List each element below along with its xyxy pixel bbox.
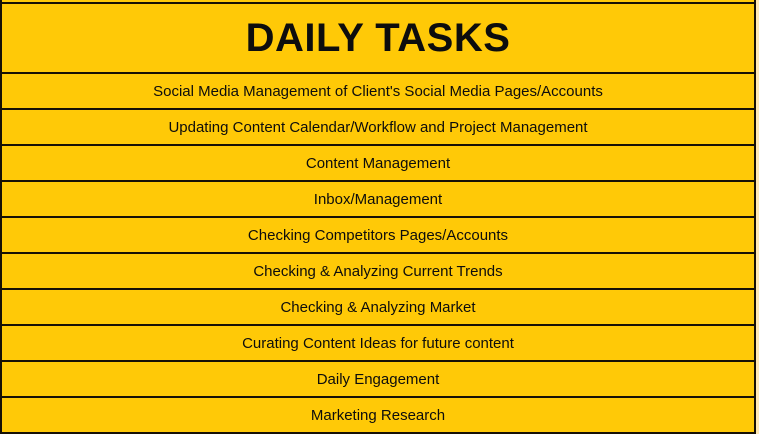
- table-row[interactable]: [2, 326, 754, 362]
- table-row[interactable]: [2, 182, 754, 218]
- task-label: Checking Competitors Pages/Accounts: [247, 226, 509, 244]
- table-row[interactable]: [2, 146, 754, 182]
- table-title: [2, 2, 754, 74]
- table-row[interactable]: [2, 110, 754, 146]
- task-rows: [2, 74, 754, 434]
- task-label: Inbox/Management: [313, 190, 443, 208]
- table-row[interactable]: [2, 362, 754, 398]
- table-row[interactable]: [2, 398, 754, 434]
- table-row[interactable]: [2, 74, 754, 110]
- task-label: Updating Content Calendar/Workflow and Project Management: [168, 118, 588, 136]
- task-label: Marketing Research: [310, 406, 446, 424]
- task-label: Content Management: [305, 154, 451, 172]
- table-title-text: DAILY TASKS: [245, 15, 511, 60]
- table-row[interactable]: [2, 218, 754, 254]
- table-row[interactable]: [2, 290, 754, 326]
- task-label: Curating Content Ideas for future content: [242, 334, 514, 352]
- task-label: Checking & Analyzing Market: [280, 298, 476, 316]
- task-label: Social Media Management of Client's Social Media Pages/Accounts: [153, 82, 603, 100]
- table-row[interactable]: [2, 254, 754, 290]
- task-label: Checking & Analyzing Current Trends: [253, 262, 503, 280]
- task-label: Daily Engagement: [316, 370, 440, 388]
